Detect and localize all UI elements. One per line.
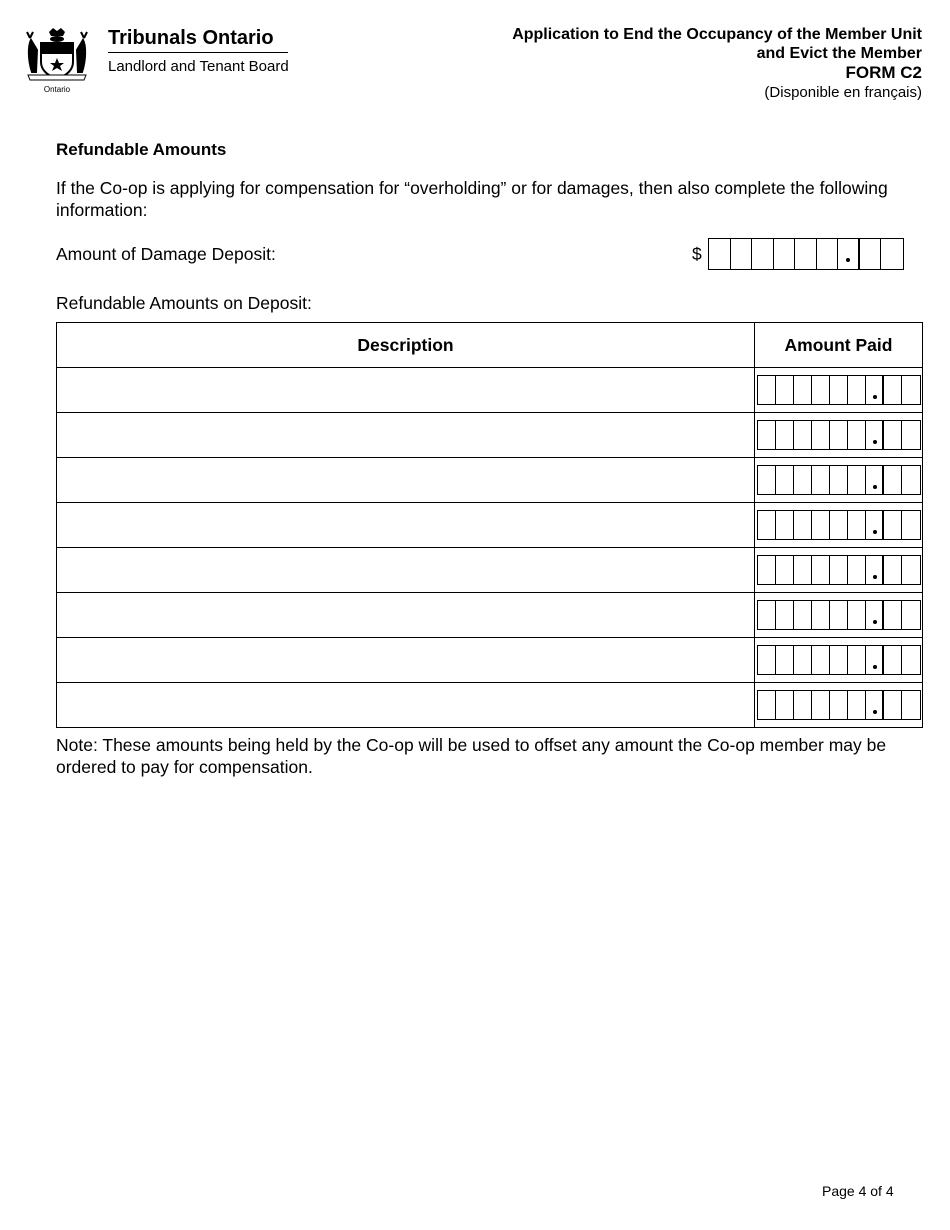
digit-box[interactable]	[866, 601, 884, 629]
amount-paid-header: Amount Paid	[755, 323, 923, 368]
digit-box[interactable]	[776, 421, 794, 449]
form-header	[402, 25, 922, 102]
digit-box[interactable]	[902, 601, 920, 629]
digit-box[interactable]	[884, 421, 902, 449]
ontario-coat-of-arms-icon	[24, 26, 90, 94]
amount-paid-field[interactable]	[757, 600, 921, 630]
table-header-row	[57, 323, 923, 368]
description-field[interactable]	[57, 638, 755, 683]
digit-box[interactable]	[794, 691, 812, 719]
digit-box[interactable]	[884, 691, 902, 719]
digit-box[interactable]	[794, 466, 812, 494]
decimal-point	[873, 665, 877, 669]
digit-box[interactable]	[794, 421, 812, 449]
digit-box[interactable]	[848, 466, 866, 494]
digit-box[interactable]	[812, 556, 830, 584]
table-row	[57, 503, 923, 548]
digit-box[interactable]	[752, 239, 774, 269]
page-number: Page 4 of 4	[822, 1183, 894, 1199]
digit-box[interactable]	[776, 376, 794, 404]
digit-box[interactable]	[758, 691, 776, 719]
digit-box[interactable]	[866, 646, 884, 674]
description-field[interactable]	[57, 548, 755, 593]
digit-box[interactable]	[902, 556, 920, 584]
digit-box[interactable]	[794, 511, 812, 539]
decimal-point	[873, 440, 877, 444]
digit-box[interactable]	[817, 239, 839, 269]
logo-caption: Ontario	[43, 85, 71, 94]
currency-symbol: $	[692, 244, 702, 264]
decimal-point	[873, 395, 877, 399]
amount-paid-cell	[755, 593, 923, 638]
refundable-amounts-table	[56, 322, 923, 728]
digit-box[interactable]	[902, 466, 920, 494]
amount-paid-field[interactable]	[757, 420, 921, 450]
digit-box[interactable]	[812, 511, 830, 539]
digit-box[interactable]	[830, 376, 848, 404]
description-field[interactable]	[57, 368, 755, 413]
digit-box[interactable]	[812, 691, 830, 719]
decimal-point	[873, 710, 877, 714]
digit-box[interactable]	[776, 466, 794, 494]
digit-box[interactable]	[830, 556, 848, 584]
digit-box[interactable]	[884, 466, 902, 494]
digit-box[interactable]	[866, 511, 884, 539]
digit-box[interactable]	[860, 239, 882, 269]
digit-box[interactable]	[902, 376, 920, 404]
table-row	[57, 638, 923, 683]
digit-box[interactable]	[794, 556, 812, 584]
table-row	[57, 548, 923, 593]
table-row	[57, 458, 923, 503]
damage-deposit-label: Amount of Damage Deposit:	[56, 244, 276, 264]
amount-paid-cell	[755, 458, 923, 503]
refundable-rows	[57, 368, 923, 728]
description-field[interactable]	[57, 593, 755, 638]
digit-box[interactable]	[794, 646, 812, 674]
form-title-line1: Application to End the Occupancy of the Member Unit	[512, 26, 922, 43]
digit-box[interactable]	[848, 421, 866, 449]
digit-box[interactable]	[884, 556, 902, 584]
digit-box[interactable]	[758, 556, 776, 584]
amount-paid-cell	[755, 503, 923, 548]
digit-box[interactable]	[884, 601, 902, 629]
amount-paid-cell	[755, 413, 923, 458]
digit-box[interactable]	[866, 376, 884, 404]
amount-paid-cell	[755, 683, 923, 728]
digit-box[interactable]	[881, 239, 903, 269]
org-divider	[108, 52, 288, 53]
digit-box[interactable]	[758, 511, 776, 539]
digit-box[interactable]	[812, 466, 830, 494]
digit-box[interactable]	[731, 239, 753, 269]
digit-box[interactable]	[776, 601, 794, 629]
org-subtitle: Landlord and Tenant Board	[108, 58, 289, 75]
decimal-point	[873, 620, 877, 624]
digit-box[interactable]	[848, 376, 866, 404]
digit-box[interactable]	[830, 601, 848, 629]
digit-box[interactable]	[776, 691, 794, 719]
digit-box[interactable]	[866, 466, 884, 494]
table-row	[57, 683, 923, 728]
digit-box[interactable]	[776, 556, 794, 584]
digit-box[interactable]	[776, 646, 794, 674]
intro-text: If the Co-op is applying for compensation for “overholding” or for damages, then also complete the following information:	[56, 178, 888, 220]
digit-box[interactable]	[902, 646, 920, 674]
table-row	[57, 413, 923, 458]
description-field[interactable]	[57, 413, 755, 458]
decimal-point	[873, 485, 877, 489]
digit-box[interactable]	[812, 646, 830, 674]
french-note: (Disponible en français)	[764, 84, 922, 101]
amount-paid-cell	[755, 368, 923, 413]
digit-box[interactable]	[866, 691, 884, 719]
digit-box[interactable]	[902, 421, 920, 449]
digit-box[interactable]	[830, 466, 848, 494]
note-text: Note: These amounts being held by the Co-op will be used to offset any amount the Co-op member may be ordered to pay for compensation.	[56, 735, 887, 777]
digit-box[interactable]	[830, 511, 848, 539]
digit-box[interactable]	[812, 421, 830, 449]
amount-paid-field[interactable]	[757, 690, 921, 720]
digit-box[interactable]	[848, 646, 866, 674]
digit-box[interactable]	[795, 239, 817, 269]
digit-box[interactable]	[848, 511, 866, 539]
digit-box[interactable]	[884, 646, 902, 674]
digit-box[interactable]	[848, 601, 866, 629]
digit-box[interactable]	[794, 601, 812, 629]
description-field[interactable]	[57, 503, 755, 548]
form-title-line2: and Evict the Member	[756, 45, 922, 62]
digit-box[interactable]	[758, 646, 776, 674]
digit-box[interactable]	[812, 601, 830, 629]
digit-box[interactable]	[866, 421, 884, 449]
amount-paid-field[interactable]	[757, 555, 921, 585]
digit-box[interactable]	[794, 376, 812, 404]
description-field[interactable]	[57, 683, 755, 728]
amount-paid-field[interactable]	[757, 375, 921, 405]
refundable-table-label: Refundable Amounts on Deposit:	[56, 293, 312, 313]
digit-box[interactable]	[902, 691, 920, 719]
decimal-point	[846, 258, 850, 262]
table-row	[57, 368, 923, 413]
digit-box[interactable]	[830, 691, 848, 719]
digit-box[interactable]	[838, 239, 860, 269]
amount-paid-field[interactable]	[757, 465, 921, 495]
amount-paid-field[interactable]	[757, 645, 921, 675]
digit-box[interactable]	[884, 511, 902, 539]
description-header: Description	[57, 323, 755, 368]
amount-paid-cell	[755, 548, 923, 593]
digit-box[interactable]	[812, 376, 830, 404]
digit-box[interactable]	[902, 511, 920, 539]
digit-box[interactable]	[758, 376, 776, 404]
damage-deposit-amount-field[interactable]	[708, 238, 904, 270]
organization-block	[108, 26, 302, 77]
description-field[interactable]	[57, 458, 755, 503]
digit-box[interactable]	[830, 646, 848, 674]
decimal-point	[873, 530, 877, 534]
digit-box[interactable]	[830, 421, 848, 449]
org-name: Tribunals Ontario	[108, 27, 274, 49]
digit-box[interactable]	[774, 239, 796, 269]
digit-box[interactable]	[848, 556, 866, 584]
form-number: FORM C2	[845, 63, 922, 82]
digit-box[interactable]	[758, 466, 776, 494]
table-row	[57, 593, 923, 638]
digit-box[interactable]	[758, 421, 776, 449]
amount-paid-cell	[755, 638, 923, 683]
digit-box[interactable]	[848, 691, 866, 719]
digit-box[interactable]	[866, 556, 884, 584]
section-title: Refundable Amounts	[56, 140, 227, 159]
digit-box[interactable]	[709, 239, 731, 269]
digit-box[interactable]	[776, 511, 794, 539]
decimal-point	[873, 575, 877, 579]
amount-paid-field[interactable]	[757, 510, 921, 540]
digit-box[interactable]	[884, 376, 902, 404]
digit-box[interactable]	[758, 601, 776, 629]
